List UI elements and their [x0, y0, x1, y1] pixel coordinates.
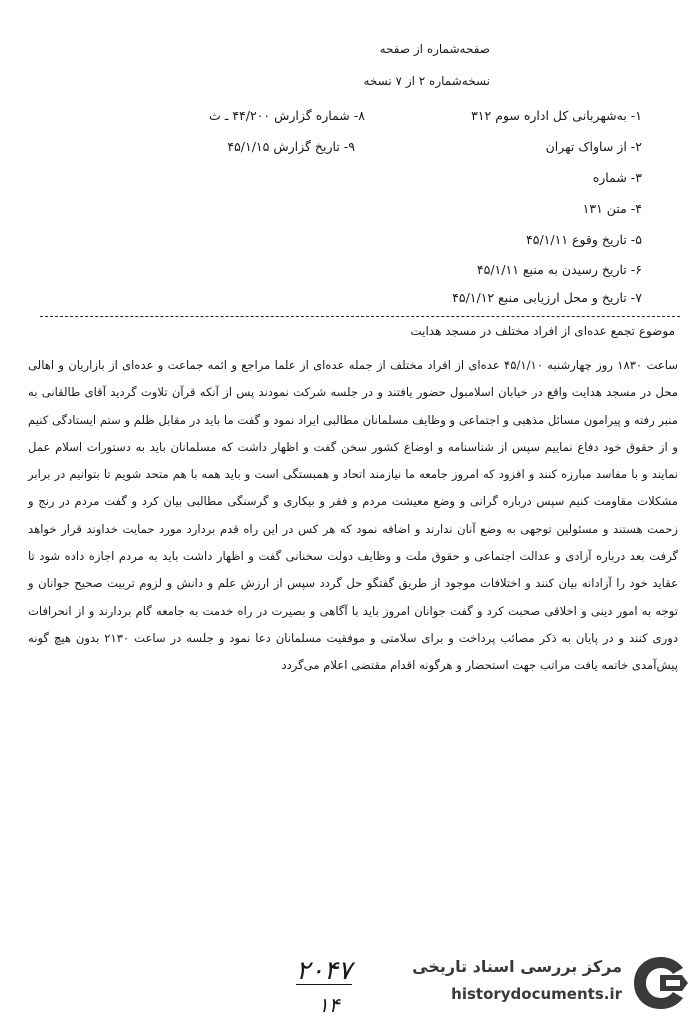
field-assessment-date: ۷- تاریخ و محل ارزیابی منبع ۴۵/۱/۱۲	[452, 290, 642, 305]
field-recipient: ۱- به‌شهربانی کل اداره سوم ۳۱۲	[471, 108, 642, 123]
field-report-date: ۹- تاریخ گزارش ۴۵/۱/۱۵	[227, 139, 355, 154]
copy-count-line: نسخه‌شماره ۲ از ۷ نسخه	[363, 74, 490, 88]
field-receipt-date: ۶- تاریخ رسیدن به منبع ۴۵/۱/۱۱	[476, 262, 642, 277]
archive-watermark	[412, 951, 692, 1015]
section-divider	[40, 316, 680, 317]
report-body: ساعت ۱۸۳۰ روز چهارشنبه ۴۵/۱/۱۰ عده‌ای از افراد مختلف از جمله عده‌ای از علما مراجع و ائمه جماعت و عده‌ای از بازاریان و اهالی محل در مسجد هدایت واقع در خیابان اسلامبول حضور یافتند و در جلسه شرکت نمودند پس از آنکه قرآن تلاوت گردید آقای طالقانی به منبر رفته و پیرامون مسائل مذهبی و اجتماعی و وظایف مسلمانان مطالبی ایراد نمود و گفت ما باید در مقابل ظلم و ستم ایستادگی کنیم و از حقوق خود دفاع نماییم سپس از شناسنامه و اوضاع کشور سخن گفت و اظهار داشت که مسلمانان باید به دستورات اسلام عمل نمایند و با مفاسد مبارزه کنند و افزود که امروز جامعه ما نیازمند اتحاد و همبستگی است و باید همه با هم متحد شویم تا بتوانیم در برابر مشکلات مقاومت کنیم سپس درباره گرانی و وضع معیشت مردم و فقر و بیکاری و گرسنگی مطالبی بیان کرد و گفت مردم در رنج و زحمت هستند و مسئولین توجهی به وضع آنان ندارند و اضافه نمود که هر کس در این راه قدم بردارد مورد حمایت خداوند قرار خواهد گرفت بعد درباره آزادی و عدالت اجتماعی و حقوق ملت و وظایف دولت سخنانی گفت و اظهار داشت باید به مردم اجازه داده شود تا عقاید خود را آزادانه بیان کنند و اختلافات موجود از طریق گفتگو حل گردد سپس از ارزش علم و دانش و لزوم تربیت صحیح جوانان و توجه به امور دینی و اخلاقی صحبت کرد و گفت جوانان امروز باید با آگاهی و بصیرت در راه خدمت به جامعه گام بردارند و از انحرافات دوری کنند و در پایان به ذکر مصائب پرداخت و برای سلامتی و موفقیت مسلمانان دعا نمود و جلسه در ساعت ۲۱۳۰ بدون هیچ گونه پیش‌آمدی خاتمه یافت مراتب جهت استحضار و هرگونه اقدام مقتضی اعلام می‌گردد	[28, 358, 678, 673]
watermark-url: historydocuments.ir	[451, 985, 622, 1003]
handwritten-page-number: ۱۴	[318, 993, 340, 1017]
field-sender: ۲- از ساواک تهران	[545, 139, 642, 154]
field-text: ۴- متن ۱۳۱	[582, 201, 642, 216]
page-count-line: صفحه‌شماره از صفحه	[379, 42, 490, 56]
field-event-date: ۵- تاریخ وقوع ۴۵/۱/۱۱	[526, 232, 642, 247]
archive-logo-icon	[630, 953, 692, 1013]
handwritten-file-number: ۲۰۴۷	[296, 956, 352, 986]
field-number: ۳- شماره	[592, 170, 642, 185]
field-report-number: ۸- شماره گزارش ۴۴/۲۰۰ ـ ث	[208, 108, 365, 123]
report-subject: موضوع تجمع عده‌ای از افراد مختلف در مسجد هدایت	[410, 324, 675, 338]
watermark-title: مرکز بررسی اسناد تاریخی	[412, 957, 622, 976]
